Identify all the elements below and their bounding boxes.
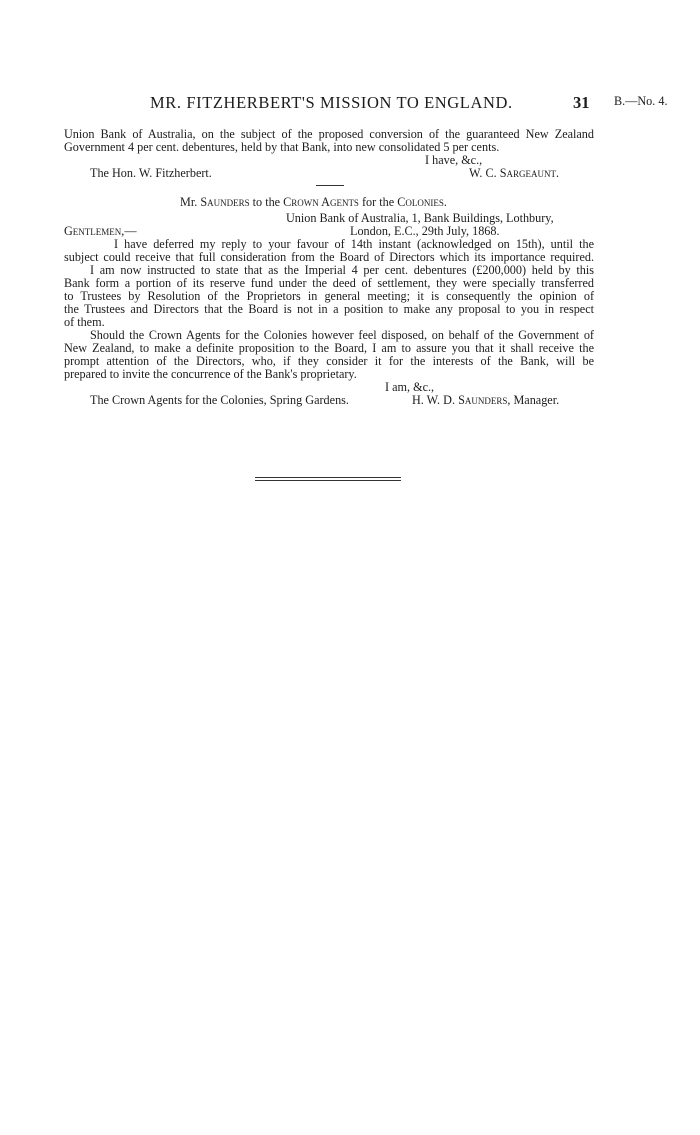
letter2-body-line-4: Bank form a portion of its reserve fund under the deed of settlement, they were specially transferred [64,276,594,290]
letter1-signature-initials: W. C. [469,166,497,180]
end-rule-top [255,477,401,478]
heading-sender: Saunders [200,195,250,209]
letter2-body-line-2: subject could receive that full consideration from the Board of Directors which its importance required. [64,250,594,264]
letter2-body-line-8: Should the Crown Agents for the Colonies however feel disposed, on behalf of the Government of [90,328,594,342]
letter2-body-line-3: I am now instructed to state that as the Imperial 4 per cent. debentures (£200,000) held by this [90,263,594,277]
letter2-address-line-2: London, E.C., 29th July, 1868. [350,224,500,238]
letter2-closing: I am, &c., [385,380,435,394]
letter2-body-line-9: New Zealand, to make a definite proposition to the Board, I am to assure you that it shall receive the [64,341,594,355]
letter2-salutation: Gentlemen,— [64,224,137,238]
letter1-addressee: The Hon. W. Fitzherbert. [90,166,212,180]
letter1-closing: I have, &c., [425,153,483,167]
letter2-body-line-11: prepared to invite the concurrence of the Bank's proprietary. [64,367,357,381]
letter2-signature-title: Manager. [513,393,560,407]
end-rule-bottom [255,480,401,481]
letter2-addressee: The Crown Agents for the Colonies, Spring Gardens. [90,393,349,407]
letter2-body-line-1: I have deferred my reply to your favour of 14th instant (acknowledged on 15th), until the [114,237,594,251]
letter1-line-1: Union Bank of Australia, on the subject of the proposed conversion of the guaranteed New Zealand [64,127,594,141]
letter2-body-line-7: of them. [64,315,105,329]
letter2-signature-initials: H. W. D. [412,393,456,407]
document-reference: B.—No. 4. [614,94,668,108]
letter2-heading [180,196,447,209]
letter2-address-line-1: Union Bank of Australia, 1, Bank Buildings, Lothbury, [286,211,554,225]
letter2-body-line-6: the Trustees and Directors that the Board is not in a position to make any proposal to you in respect [64,302,594,316]
letter2-signature-name: Saunders, [458,393,511,407]
page-number: 31 [573,93,590,112]
running-title: MR. FITZHERBERT'S MISSION TO ENGLAND. [150,93,513,112]
heading-connector-2: for the [362,195,395,209]
heading-recipient: Crown Agents [283,195,359,209]
letter2-signature [412,394,559,407]
heading-connector: to the [252,195,281,209]
section-divider [316,185,344,186]
letter1-signature-name: Sargeaunt. [499,166,560,180]
heading-prefix: Mr. [180,195,198,209]
letter1-signature [469,167,559,180]
letter2-body-line-5: to Trustees by Resolution of the Proprietors in general meeting; it is consequently the opinion of [64,289,594,303]
heading-recipient-end: Colonies. [397,195,447,209]
letter2-body-line-10: prompt attention of the Directors, who, if they consider it for the interests of the Bank, will be [64,354,594,368]
letter1-line-2: Government 4 per cent. debentures, held by that Bank, into new consolidated 5 per cents. [64,140,500,154]
